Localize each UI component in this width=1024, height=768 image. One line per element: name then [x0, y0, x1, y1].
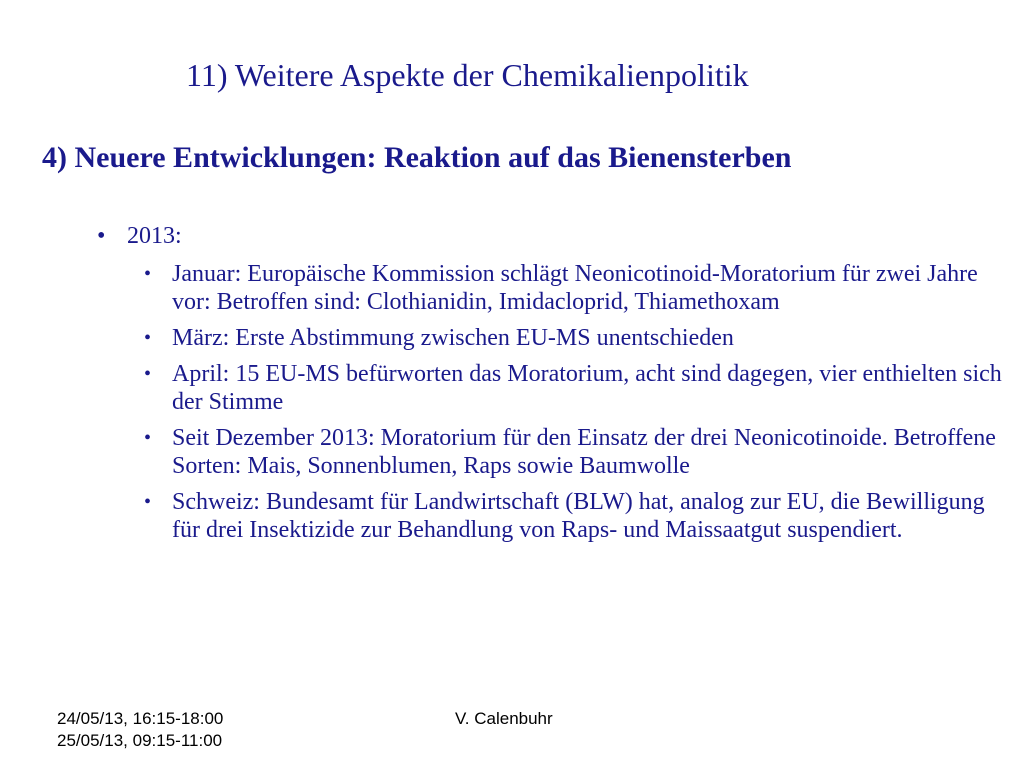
slide-subtitle: 4) Neuere Entwicklungen: Reaktion auf das Bienensterben: [42, 141, 792, 174]
bullet-item-schweiz: [0, 488, 1024, 544]
bullet-list: [0, 260, 1024, 544]
footer-dates: [57, 708, 223, 752]
bullet-text: Seit Dezember 2013: Moratorium für den Einsatz der drei Neonicotinoide. Betroffene Sorten: Mais, Sonnenblumen, Raps sowie Baumwolle: [172, 425, 996, 479]
bullet-text: Schweiz: Bundesamt für Landwirtschaft (BLW) hat, analog zur EU, die Bewilligung für drei Insektizide zur Behandlung von Raps- und Maissaatgut suspendiert.: [172, 489, 985, 543]
bullet-icon: •: [144, 327, 152, 349]
bullet-text: April: 15 EU-MS befürworten das Moratorium, acht sind dagegen, vier enthielten sich der Stimme: [172, 361, 1002, 415]
bullet-item-januar: [0, 260, 1024, 316]
footer-date-line-1: 24/05/13, 16:15-18:00: [57, 709, 224, 728]
bullet-item-maerz: [0, 324, 1024, 352]
bullet-icon: •: [144, 363, 152, 385]
bullet-icon: •: [144, 427, 152, 449]
bullet-icon: •: [144, 263, 152, 285]
slide-content: [0, 222, 1024, 552]
bullet-item-dezember: [0, 424, 1024, 480]
year-label: 2013:: [127, 223, 182, 249]
footer-author: V. Calenbuhr: [455, 709, 553, 728]
bullet-year: [0, 222, 1024, 250]
bullet-text: März: Erste Abstimmung zwischen EU-MS unentschieden: [172, 325, 734, 351]
bullet-item-april: [0, 360, 1024, 416]
bullet-text: Januar: Europäische Kommission schlägt Neonicotinoid-Moratorium für zwei Jahre vor: Betroffen sind: Clothianidin, Imidacloprid, Thiamethoxam: [172, 261, 978, 315]
slide-title: 11) Weitere Aspekte der Chemikalienpolitik: [186, 57, 749, 93]
footer-date-line-2: 25/05/13, 09:15-11:00: [57, 731, 223, 750]
bullet-icon: •: [144, 491, 152, 513]
bullet-icon: •: [97, 223, 106, 249]
